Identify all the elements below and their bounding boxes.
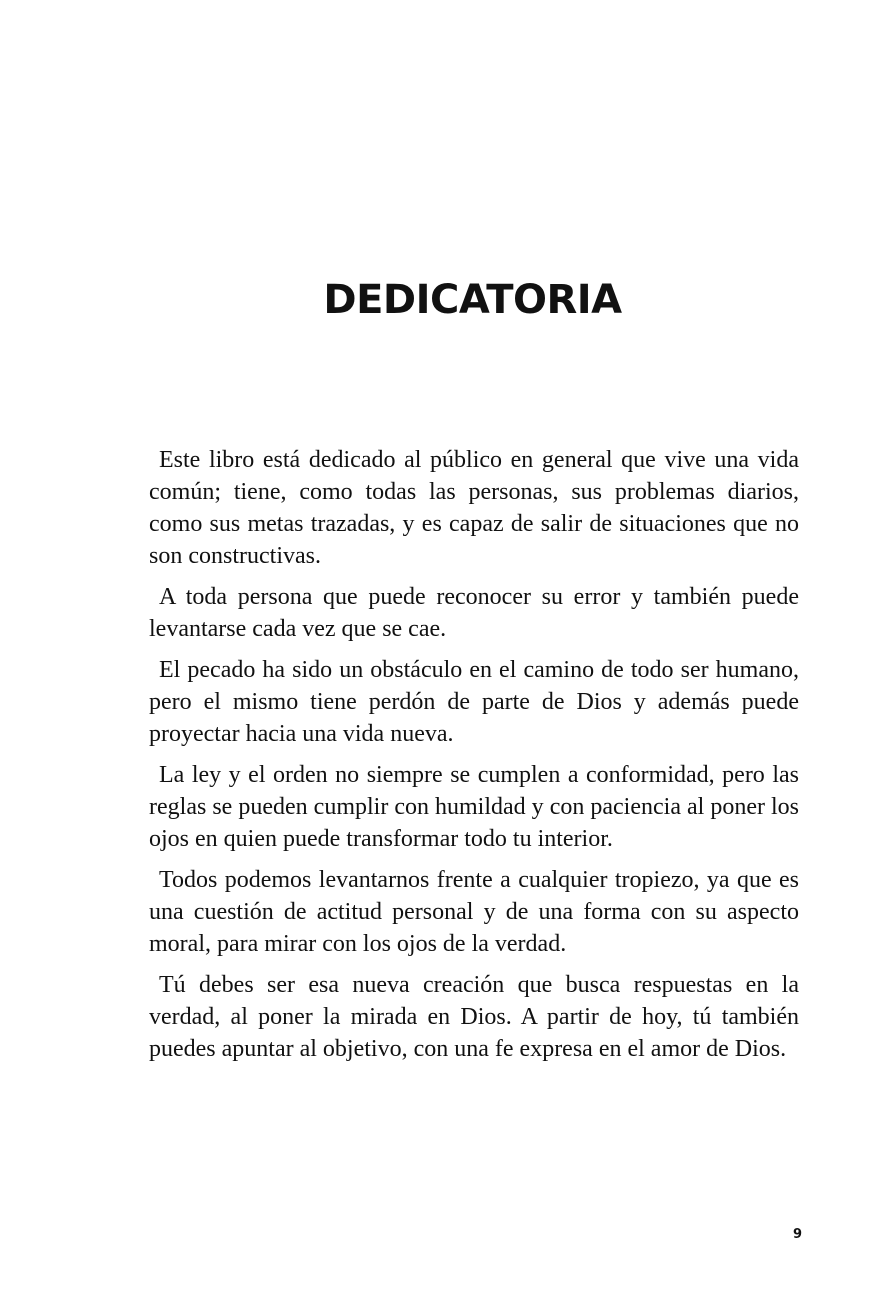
paragraph: A toda persona que puede reconocer su error y también puede levantarse cada vez que se cae. <box>149 584 799 642</box>
paragraph: Tú debes ser esa nueva creación que busca respuestas en la verdad, al poner la mirada en Dios. A partir de hoy, tú también puedes apuntar al objetivo, con una fe expresa en el amor de Dios. <box>149 972 799 1062</box>
page-title: DEDICATORIA <box>323 277 622 323</box>
paragraph: Todos podemos levantarnos frente a cualquier tropiezo, ya que es una cuestión de actitud personal y de una forma con su aspecto moral, para mirar con los ojos de la verdad. <box>149 867 799 957</box>
paragraph: La ley y el orden no siempre se cumplen a conformidad, pero las reglas se pueden cumplir con humildad y con paciencia al poner los ojos en quien puede transformar todo tu interior. <box>149 762 799 852</box>
dedication-body <box>149 444 799 1074</box>
paragraph: El pecado ha sido un obstáculo en el camino de todo ser humano, pero el mismo tiene perdón de parte de Dios y además puede proyectar hacia una vida nueva. <box>149 657 799 747</box>
page-number: 9 <box>792 1227 802 1242</box>
paragraph: Este libro está dedicado al público en general que vive una vida común; tiene, como todas las personas, sus problemas diarios, como sus metas trazadas, y es capaz de salir de situaciones que no son constructivas. <box>149 447 799 569</box>
